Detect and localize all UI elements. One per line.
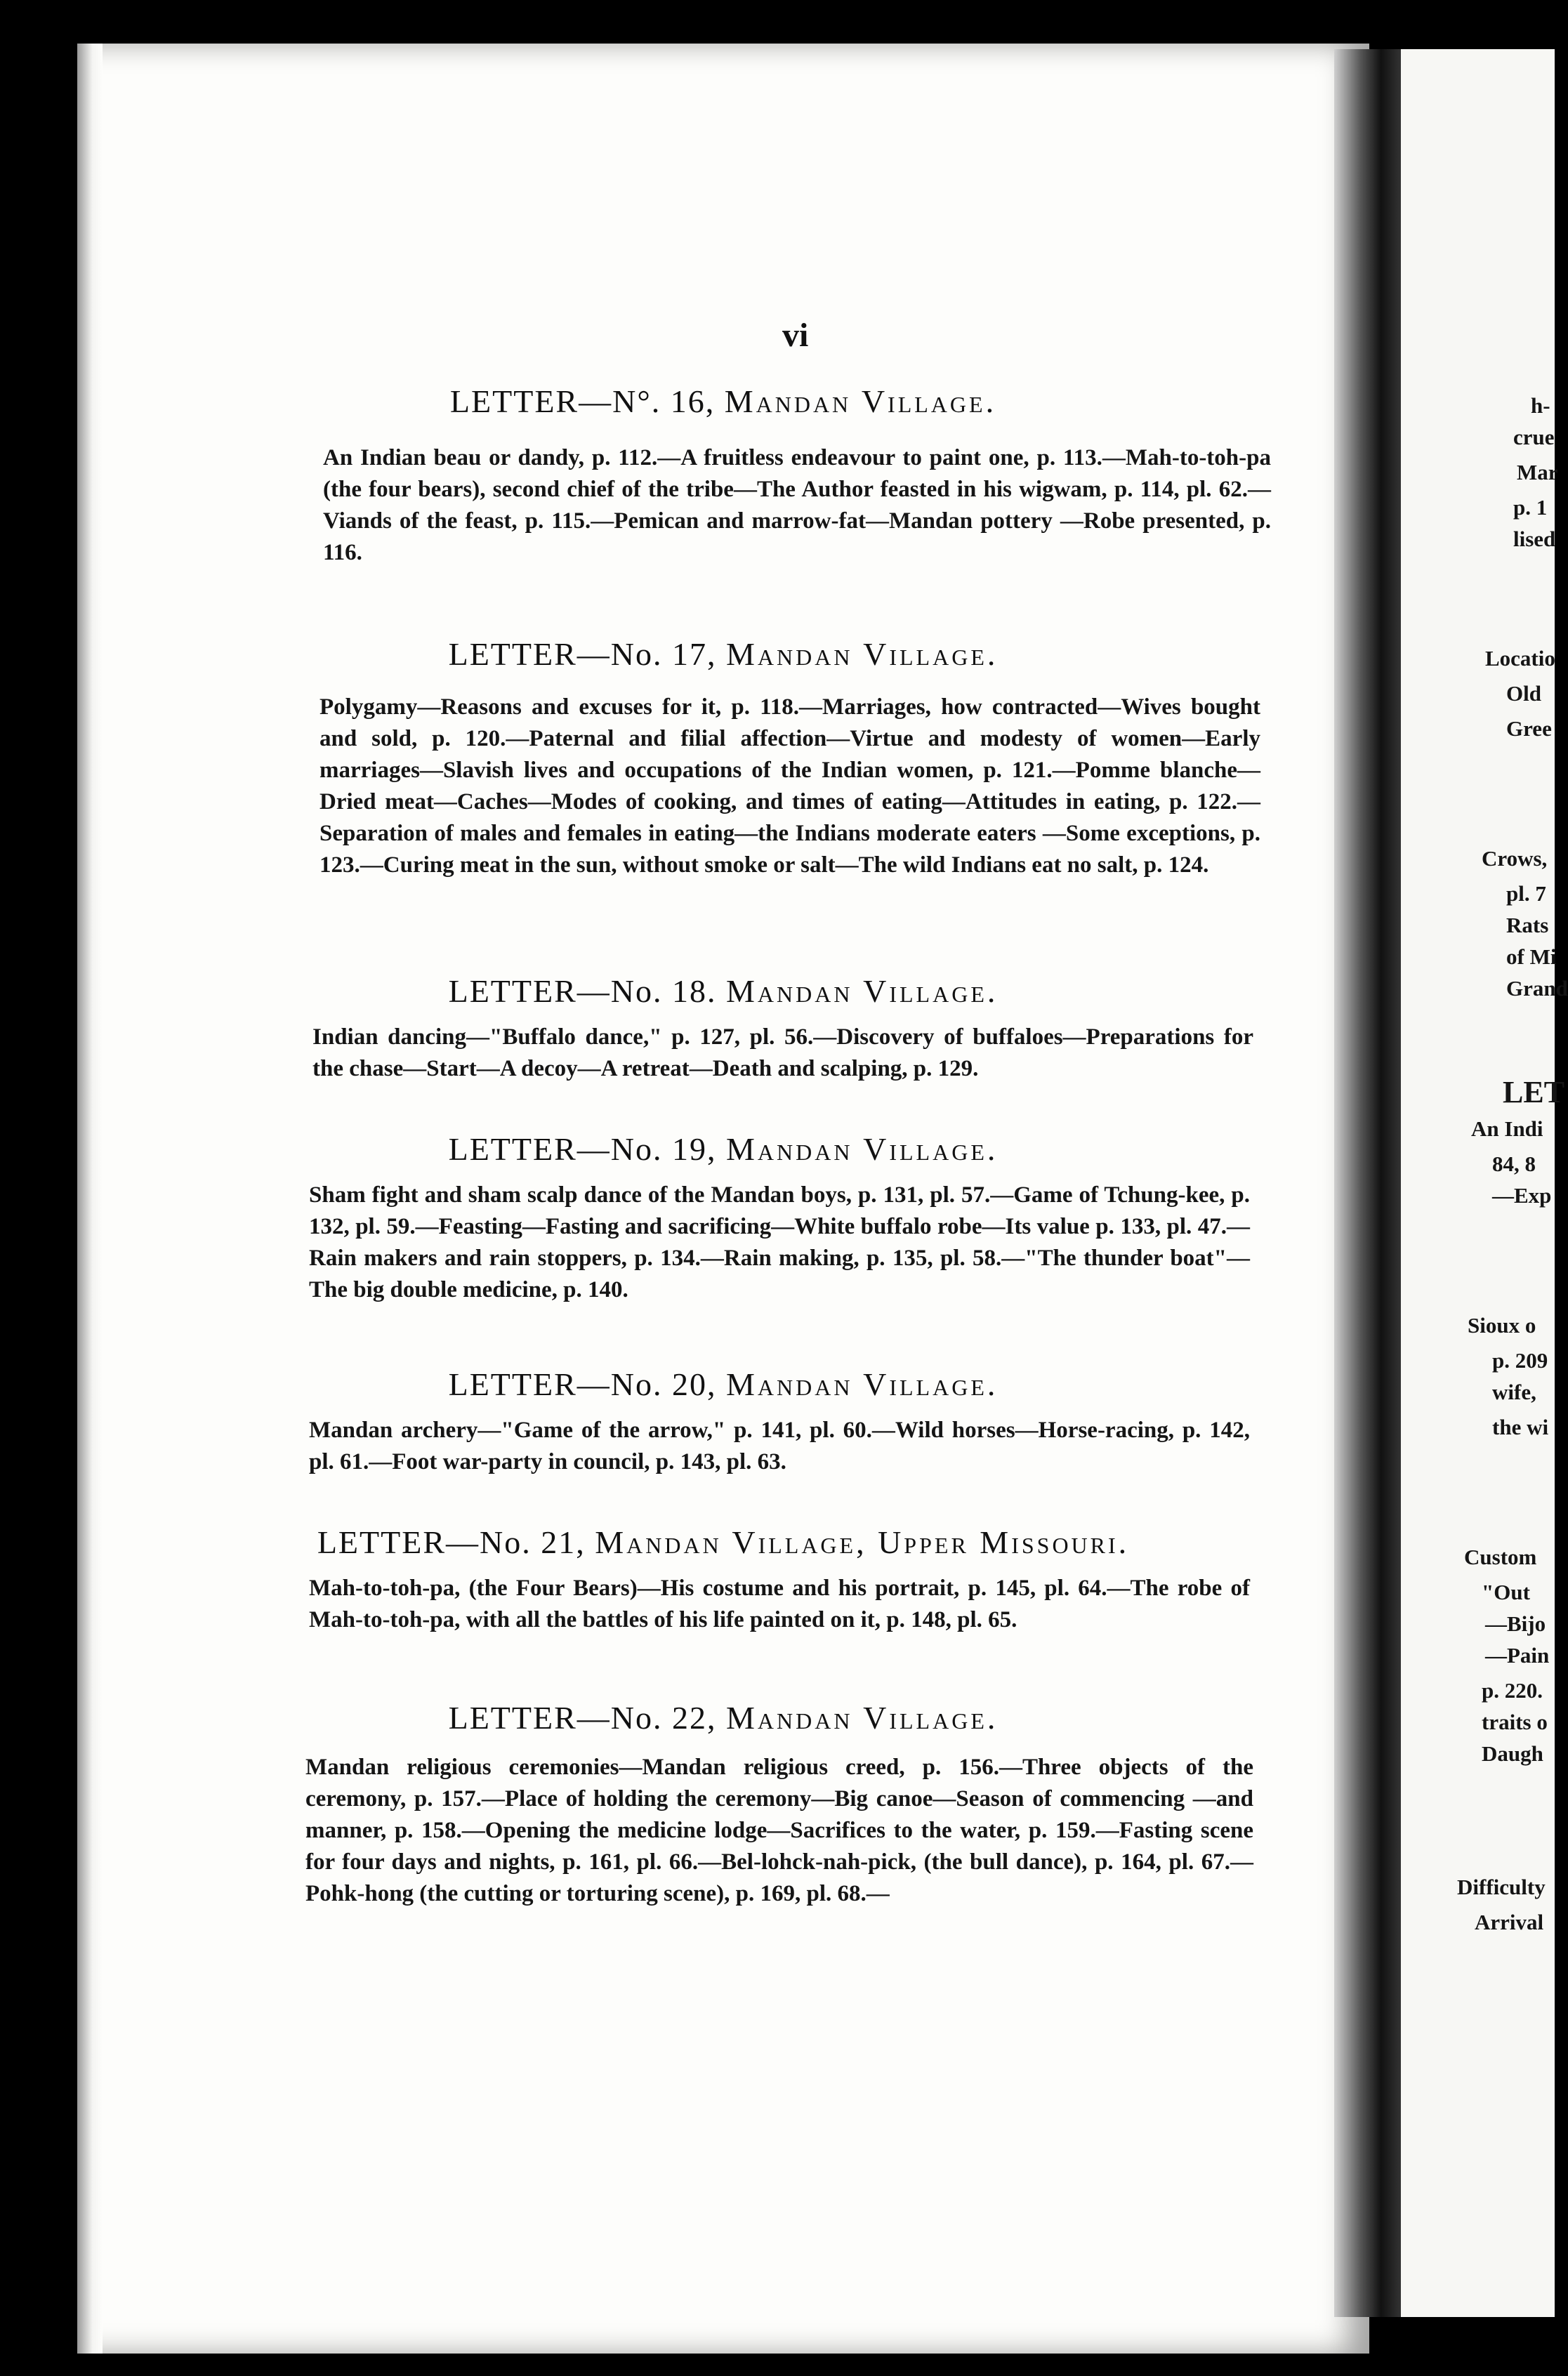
facing-page-fragment: —Pain xyxy=(1485,1643,1550,1668)
facing-page-fragment: the wi xyxy=(1492,1415,1549,1439)
facing-page-fragment: An Indi xyxy=(1471,1116,1543,1141)
letter-place: Mandan Village. xyxy=(726,636,999,672)
facing-page-fragment: Rats xyxy=(1506,913,1549,937)
facing-page-fragment: Mar xyxy=(1517,460,1558,484)
letter-number: LETTER—No. 18. xyxy=(448,973,717,1009)
facing-page-fragment: Sioux o xyxy=(1468,1313,1536,1338)
facing-page-fragment: Locatio xyxy=(1485,646,1555,671)
facing-page-fragment: Daugh xyxy=(1482,1741,1543,1766)
facing-page-fragment: Difficulty xyxy=(1457,1875,1546,1899)
letter-number: LETTER—No. 21, xyxy=(317,1524,586,1560)
letter-summary: Mandan archery—"Game of the arrow," p. 141, pl. 60.—Wild horses—Horse-racing, p. 142, pl. 61.—Foot war-party in council, p. 143, pl. 63. xyxy=(309,1418,1250,1474)
letter-summary: Mandan religious ceremonies—Mandan religious creed, p. 156.—Three objects of the ceremony, p. 157.—Place of holding the ceremony—Big canoe—Season of commencing —and manner, p. 158.—Opening the medicine lodge—Sacrifices to the water, p. 159.—Fasting scene for four days and nights, p. 161, pl. 66.—Bel-lohck-nah-pick, (the bull dance), p. 164, pl. 67.—Pohk-hong (the cutting or torturing scene), p. 169, pl. 68.— xyxy=(305,1755,1253,1906)
letter-summary: An Indian beau or dandy, p. 112.—A fruitless endeavour to paint one, p. 113.—Mah-to-toh-pa (the four bears), second chief of the tribe—The Author feasted in his wigwam, p. 114, pl. 62.—Viands of the feast, p. 115.—Pemican and marrow-fat—Mandan pottery —Robe presented, p. 116. xyxy=(323,445,1271,565)
letter-number: LETTER—No. 22, xyxy=(448,1700,717,1736)
facing-page-fragment: Old xyxy=(1506,681,1541,706)
facing-page-fragment: LET xyxy=(1503,1075,1565,1109)
letter-number: LETTER—No. 19, xyxy=(448,1131,717,1167)
letter-number: LETTER—No. 20, xyxy=(448,1366,717,1402)
facing-page-fragment: Crows, xyxy=(1482,846,1548,871)
facing-page-fragment: crue xyxy=(1513,425,1555,449)
letter-heading xyxy=(77,972,1369,1010)
letter-number: LETTER—No. 17, xyxy=(448,636,717,672)
letter-place: Mandan Village, Upper Missouri. xyxy=(595,1524,1130,1560)
facing-page-fragment: of Mi xyxy=(1506,944,1557,969)
facing-page xyxy=(1401,49,1568,2317)
facing-page-fragment: p. 220. xyxy=(1482,1678,1543,1703)
facing-page-fragment: wife, xyxy=(1492,1380,1536,1404)
facing-page-fragment: —Bijo xyxy=(1485,1611,1546,1636)
letter-heading xyxy=(77,1699,1369,1736)
letter-heading xyxy=(77,383,1369,420)
facing-page-fragment: 84, 8 xyxy=(1492,1151,1536,1176)
letter-place: Mandan Village. xyxy=(726,1700,999,1736)
letter-summary: Indian dancing—"Buffalo dance," p. 127, pl. 56.—Discovery of buffaloes—Preparations for the chase—Start—A decoy—A retreat—Death and scalping, p. 129. xyxy=(312,1024,1253,1081)
letter-heading xyxy=(77,1524,1369,1561)
facing-page-fragment: Grand xyxy=(1506,976,1568,1001)
letter-place: Mandan Village. xyxy=(726,1131,999,1167)
facing-page-fragment: p. 209 xyxy=(1492,1348,1548,1373)
page-number: vi xyxy=(782,317,809,354)
facing-page-fragment: lised xyxy=(1513,527,1556,551)
letter-heading xyxy=(77,1130,1369,1168)
letter-summary: Sham fight and sham scalp dance of the Mandan boys, p. 131, pl. 57.—Game of Tchung-kee, p. 132, pl. 59.—Feasting—Fasting and sacrificing—White buffalo robe—Its value p. 133, pl. 47.—Rain makers and rain stoppers, p. 134.—Rain making, p. 135, pl. 58.—"The thunder boat"—The big double medicine, p. 140. xyxy=(309,1182,1250,1302)
facing-page-fragment: Arrival xyxy=(1475,1910,1544,1934)
facing-page-fragment: —Exp xyxy=(1492,1183,1552,1208)
facing-page-fragment: Custom xyxy=(1464,1545,1537,1569)
letter-heading xyxy=(77,1366,1369,1403)
letter-heading xyxy=(77,635,1369,673)
letter-summary: Polygamy—Reasons and excuses for it, p. 118.—Marriages, how contracted—Wives bought and sold, p. 120.—Paternal and filial affection—Virtue and modesty of women—Early marriages—Slavish lives and occupations of the Indian women, p. 121.—Pomme blanche—Dried meat—Caches—Modes of cooking, and times of eating—Attitudes in eating, p. 122.—Separation of males and females in eating—the Indians moderate eaters —Some exceptions, p. 123.—Curing meat in the sun, without smoke or salt—The wild Indians eat no salt, p. 124. xyxy=(319,694,1260,878)
facing-page-fragment: "Out xyxy=(1482,1580,1530,1604)
facing-page-fragment: traits o xyxy=(1482,1710,1548,1734)
letter-summary: Mah-to-toh-pa, (the Four Bears)—His costume and his portrait, p. 145, pl. 64.—The robe of Mah-to-toh-pa, with all the battles of his life painted on it, p. 148, pl. 65. xyxy=(309,1576,1250,1632)
facing-page-fragment: p. 1 xyxy=(1513,495,1548,520)
facing-page-fragment: h- xyxy=(1531,393,1550,418)
facing-page-fragment: pl. 7 xyxy=(1506,881,1546,906)
letter-number: LETTER—N°. 16, xyxy=(449,383,716,419)
letter-place: Mandan Village. xyxy=(726,1366,999,1402)
letter-place: Mandan Village. xyxy=(724,383,997,419)
facing-page-fragment: Gree xyxy=(1506,716,1552,741)
letter-place: Mandan Village. xyxy=(726,973,999,1009)
